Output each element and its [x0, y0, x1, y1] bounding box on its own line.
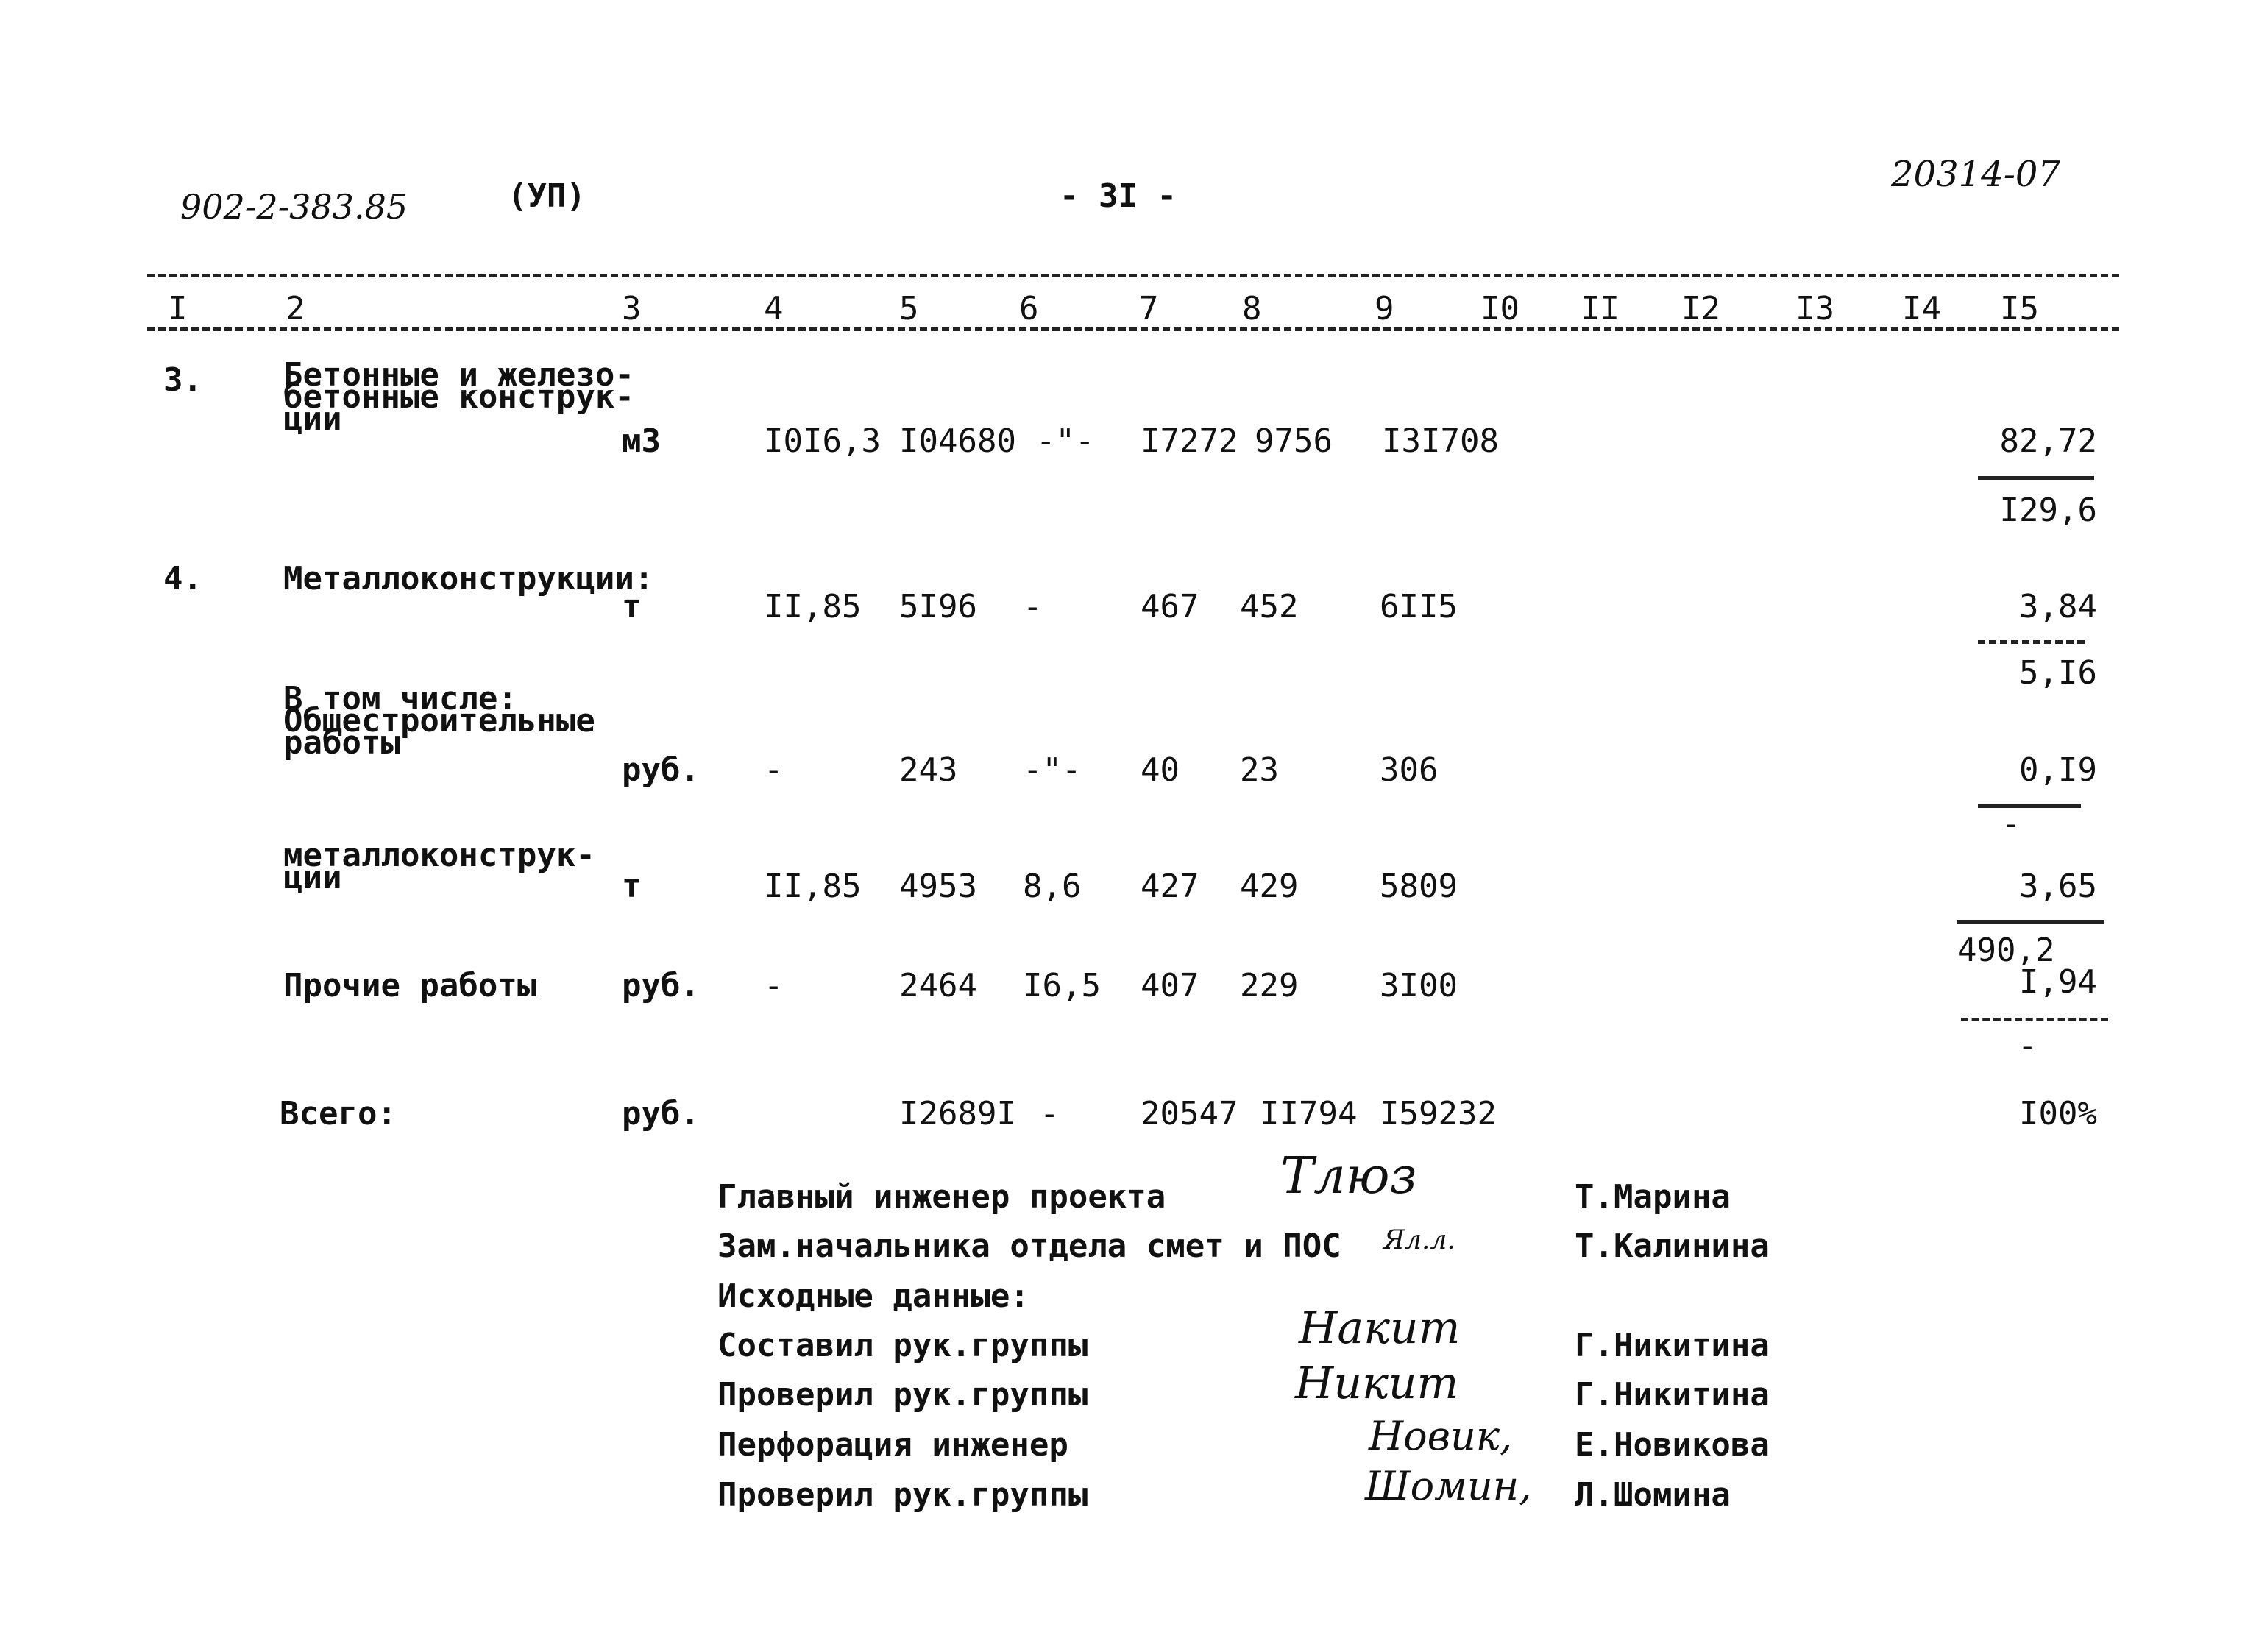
row-cell-4: II,85 — [764, 588, 862, 625]
col-header-6: 6 — [1019, 290, 1039, 327]
row-cell-8: 429 — [1240, 868, 1299, 905]
col-header-15: I5 — [2000, 290, 2039, 327]
col-header-10: I0 — [1480, 290, 1519, 327]
row-unit: руб. — [622, 967, 700, 1004]
row-name: Прочие работы — [283, 967, 537, 1004]
row-cell-6: -"- — [1023, 751, 1082, 789]
row-cell-15: 82,72 — [1999, 422, 2097, 460]
row-cell-9: 3I00 — [1380, 967, 1458, 1004]
row-cell-6: -"- — [1036, 422, 1095, 460]
row-unit: т — [622, 868, 642, 905]
row-cell-15-denominator: I29,6 — [1999, 492, 2097, 529]
document-stage: (УП) — [508, 177, 586, 215]
row-cell-5: 2464 — [899, 967, 977, 1004]
col-header-4: 4 — [764, 290, 784, 327]
row-cell-15-denominator: 490,2 — [1957, 932, 2055, 969]
row-number: 3. — [163, 361, 202, 399]
row-cell-7: 40 — [1141, 751, 1180, 789]
document-code: 902-2-383.85 — [180, 187, 408, 227]
row-cell-6: 8,6 — [1023, 868, 1082, 905]
row-cell-9: I3I708 — [1382, 422, 1499, 460]
row-cell-9: 6II5 — [1380, 588, 1458, 625]
fraction-rule — [1961, 1018, 2108, 1021]
archive-number: 20314-07 — [1891, 154, 2060, 195]
row-cell-8: 452 — [1240, 588, 1299, 625]
col-header-14: I4 — [1902, 290, 1941, 327]
signatory-role: Проверил рук.группы — [717, 1476, 1088, 1514]
signatory-role: Перфорация инженер — [717, 1426, 1068, 1464]
row-cell-4: I0I6,3 — [764, 422, 881, 460]
signatory-name: Т.Калинина — [1575, 1227, 1770, 1265]
row-cell-15-denominator: - — [2001, 805, 2021, 843]
row-cell-4: - — [764, 751, 784, 789]
row-cell-8: 23 — [1240, 751, 1279, 789]
handwritten-signature: Ял.л. — [1383, 1225, 1455, 1255]
row-cell-15: 3,84 — [2019, 588, 2097, 625]
col-header-7: 7 — [1139, 290, 1159, 327]
row-cell-15: 0,I9 — [2019, 751, 2097, 789]
total-cell-7: 20547 — [1141, 1095, 1238, 1132]
signatory-role: Главный инженер проекта — [717, 1178, 1166, 1216]
row-cell-15-denominator: - — [2018, 1027, 2038, 1065]
row-name: металлоконструк- ции — [283, 837, 595, 896]
row-cell-6: - — [1023, 588, 1043, 625]
row-cell-8: 9756 — [1255, 422, 1333, 460]
total-cell-5: I2689I — [899, 1095, 1016, 1132]
row-cell-8: 229 — [1240, 967, 1299, 1004]
row-name: В том числе: Общестроительные работы — [283, 680, 595, 762]
col-header-3: 3 — [622, 290, 642, 327]
fraction-rule — [1978, 476, 2094, 480]
total-cell-9: I59232 — [1380, 1095, 1497, 1132]
row-unit: руб. — [622, 751, 700, 789]
section-label: Исходные данные: — [717, 1277, 1029, 1315]
fraction-rule — [1957, 920, 2104, 924]
header-bottom-rule — [147, 327, 2119, 331]
signatory-role: Зам.начальника отдела смет и ПОС — [717, 1227, 1341, 1265]
row-cell-7: 467 — [1141, 588, 1199, 625]
col-header-8: 8 — [1242, 290, 1262, 327]
row-cell-7: 427 — [1141, 868, 1199, 905]
row-cell-9: 5809 — [1380, 868, 1458, 905]
handwritten-signature: Шомин, — [1365, 1463, 1532, 1509]
row-name: Бетонные и железо- бетонные конструк- ции — [283, 356, 634, 438]
row-cell-4: - — [764, 967, 784, 1004]
total-cell-6: - — [1040, 1095, 1060, 1132]
col-header-13: I3 — [1795, 290, 1834, 327]
row-cell-4: II,85 — [764, 868, 862, 905]
col-header-5: 5 — [899, 290, 919, 327]
handwritten-signature: Тлюз — [1280, 1147, 1417, 1205]
fraction-rule — [1978, 640, 2085, 644]
row-cell-7: 407 — [1141, 967, 1199, 1004]
row-unit: т — [622, 588, 642, 625]
row-cell-5: 4953 — [899, 868, 977, 905]
total-unit: руб. — [622, 1095, 700, 1132]
col-header-2: 2 — [286, 290, 305, 327]
signatory-name: Г.Никитина — [1575, 1376, 1770, 1414]
col-header-12: I2 — [1681, 290, 1720, 327]
page-number: - 3I - — [1060, 177, 1177, 215]
handwritten-signature: Новик, — [1369, 1413, 1513, 1459]
row-name: Металлоконструкции: — [283, 560, 654, 598]
header-top-rule — [147, 274, 2119, 277]
row-cell-15: I,94 — [2019, 963, 2097, 1001]
signatory-name: Т.Марина — [1575, 1178, 1731, 1216]
row-cell-7: I7272 — [1141, 422, 1238, 460]
col-header-11: II — [1581, 290, 1620, 327]
handwritten-signature: Накит — [1299, 1302, 1461, 1354]
signatory-name: Е.Новикова — [1575, 1426, 1770, 1464]
row-cell-9: 306 — [1380, 751, 1439, 789]
row-cell-15: 3,65 — [2019, 868, 2097, 905]
row-cell-15-denominator: 5,I6 — [2019, 654, 2097, 692]
row-cell-5: I04680 — [899, 422, 1016, 460]
signatory-name: Г.Никитина — [1575, 1327, 1770, 1364]
row-cell-6: I6,5 — [1023, 967, 1101, 1004]
row-cell-5: 243 — [899, 751, 958, 789]
total-cell-8: II794 — [1260, 1095, 1358, 1132]
fraction-rule — [1978, 804, 2081, 808]
signatory-role: Проверил рук.группы — [717, 1376, 1088, 1414]
total-cell-15: I00% — [2019, 1095, 2097, 1132]
col-header-9: 9 — [1375, 290, 1394, 327]
row-number: 4. — [163, 560, 202, 598]
signatory-name: Л.Шомина — [1575, 1476, 1731, 1514]
row-unit: м3 — [622, 422, 661, 460]
col-header-1: I — [168, 290, 188, 327]
row-cell-5: 5I96 — [899, 588, 977, 625]
signatory-role: Составил рук.группы — [717, 1327, 1088, 1364]
handwritten-signature: Никит — [1295, 1358, 1459, 1409]
total-label: Всего: — [280, 1095, 397, 1132]
